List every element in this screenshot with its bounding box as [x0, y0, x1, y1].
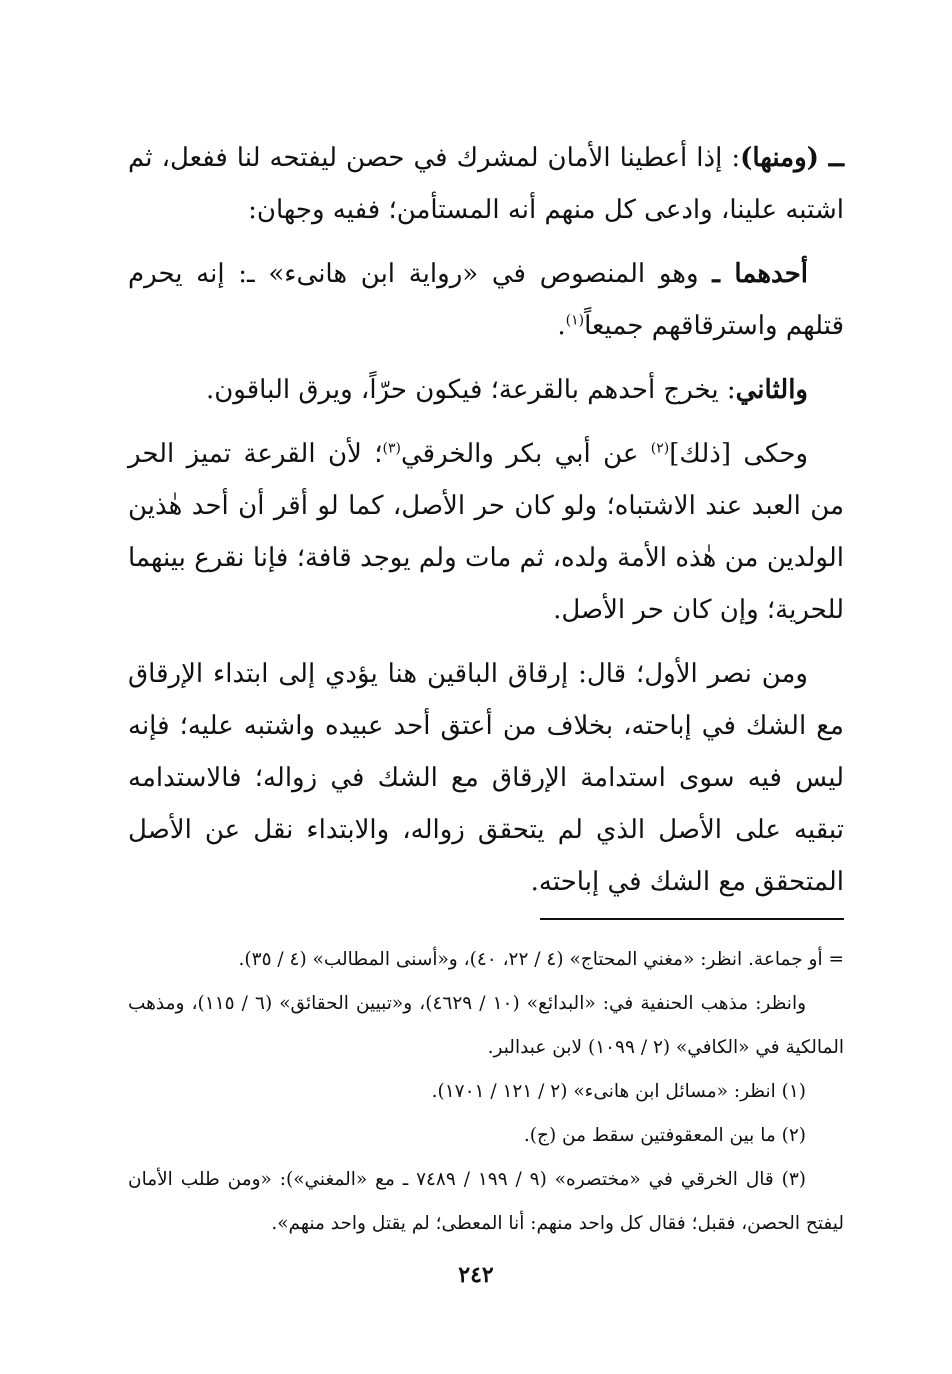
paragraph-5: ومن نصر الأول؛ قال: إرقاق الباقين هنا يؤدي إلى ابتداء الإرقاق مع الشك في إباحته، بخلاف من أعتق أحد عبيده واشتبه عليه؛ فإنه ليس فيه سوى استدامة الإرقاق مع الشك في زواله؛ فالاستدامه تبقيه على الأصل الذي لم يتحقق زواله، والابتداء نقل عن الأصل المتحقق مع الشك في إباحته. [128, 659, 844, 897]
paragraph-4-a: وحكى [ذلك] [669, 439, 808, 469]
paragraph-2-text-b: . [557, 311, 566, 341]
footnote-ref-3[interactable]: (٣) [382, 440, 401, 457]
paragraph-3-text: : يخرج أحدهم بالقرعة؛ فيكون حرّاً، ويرق الباقون. [205, 375, 736, 405]
paragraph-2-text-a: وهو المنصوص في «رواية ابن هانىء» ـ: إنه يحرم قتلهم واسترقاقهم جميعاً [128, 259, 844, 341]
paragraph-4-c: ؛ لأن القرعة تميز الحر من العبد عند الاشتباه؛ ولو كان حر الأصل، كما لو أقر أن أحد هٰذين الولدين من هٰذه الأمة ولده، ثم مات ولم يوجد قافة؛ فإنا نقرع بينهما للحرية؛ وإن كان حر الأصل. [128, 439, 844, 625]
footnote-ref-1[interactable]: (١) [565, 312, 585, 329]
footnotes [128, 938, 844, 1246]
footnote-separator [540, 918, 844, 920]
main-text [128, 132, 844, 920]
paragraph-4 [128, 428, 844, 636]
footnote-2: (٢) ما بين المعقوفتين سقط من (ج). [523, 1125, 806, 1146]
paragraph-1 [128, 132, 844, 236]
paragraph-1-lead: ــ (ومنها) [740, 143, 844, 173]
footnote-continuation-1: = أو جماعة. انظر: «مغني المحتاج» (٤ / ٢٢، ٤٠)، و«أسنى المطالب» (٤ / ٣٥). [238, 949, 844, 970]
paragraph-2 [128, 248, 844, 352]
paragraph-4-b: عن أبي بكر والخرقي [400, 439, 651, 469]
page-number: ٢٤٢ [458, 1262, 494, 1288]
footnote-3: (٣) قال الخرقي في «مختصره» (٩ / ١٩٩ / ٧٤٨٩ ـ مع «المغني»): «ومن طلب الأمان ليفتح الحصن، فقبل؛ فقال كل واحد منهم: أنا المعطى؛ لم يقتل واحد منهم». [128, 1169, 844, 1234]
footnote-1: (١) انظر: «مسائل ابن هانىء» (٢ / ١٢١ / ١٧٠١). [431, 1081, 806, 1102]
paragraph-3-lead: والثاني [735, 375, 808, 405]
paragraph-2-lead: أحدهما ـ [712, 259, 808, 289]
footnote-continuation-2: وانظر: مذهب الحنفية في: «البدائع» (١٠ / ٤٦٢٩)، و«تبيين الحقائق» (٦ / ١١٥)، ومذهب المالكية في «الكافي» (٢ / ١٠٩٩) لابن عبدالبر. [128, 993, 844, 1058]
paragraph-3 [128, 364, 844, 416]
paragraph-1-text: : إذا أعطينا الأمان لمشرك في حصن ليفتحه لنا ففعل، ثم اشتبه علينا، وادعى كل منهم أنه المستأمن؛ ففيه وجهان: [128, 143, 844, 225]
footnote-ref-2[interactable]: (٢) [650, 440, 670, 457]
